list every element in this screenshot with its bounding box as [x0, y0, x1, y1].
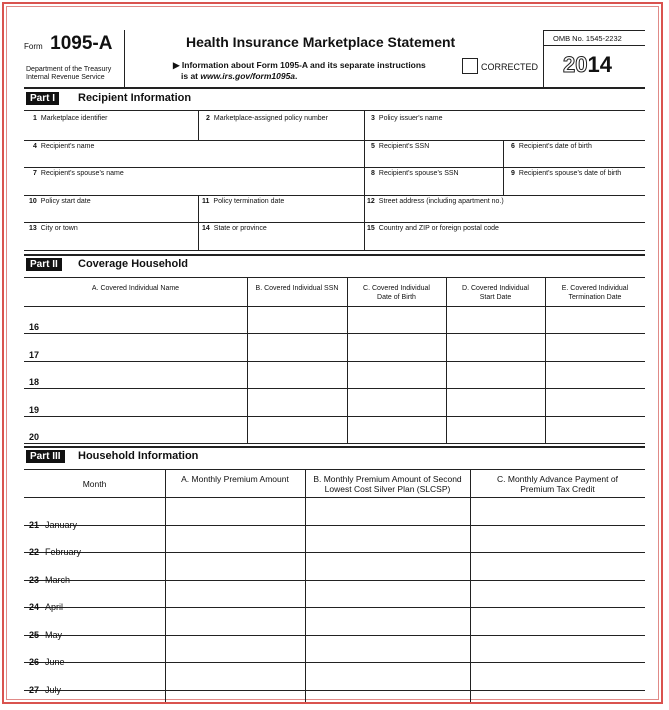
dept-line1: Department of the Treasury	[26, 66, 112, 73]
form-title: Health Insurance Marketplace Statement	[186, 34, 456, 50]
p3-col-month-header: Month	[82, 479, 107, 489]
field-11-label: 11 Policy termination date	[202, 198, 285, 205]
p3-col-line	[470, 469, 471, 702]
p1-col-line	[198, 110, 199, 140]
dept-line2: Internal Revenue Service	[26, 74, 105, 81]
field-3-label: 3 Policy issuer's name	[371, 115, 443, 122]
field-4-label: 4 Recipient's name	[33, 143, 95, 150]
p1-row-line	[24, 250, 645, 251]
p2-row-17: 17	[29, 350, 40, 360]
p2-col-c-header: C. Covered Individual Date of Birth	[363, 285, 430, 301]
info-line2-suffix: .	[295, 71, 298, 81]
field-13-label: 13 City or town	[29, 225, 78, 232]
p1-row-line	[24, 195, 645, 196]
field-9-label: 9 Recipient's spouse's date of birth	[511, 170, 622, 177]
p2-row-line	[24, 306, 645, 307]
corrected-label: CORRECTED	[481, 62, 539, 72]
year-bold: 14	[587, 52, 612, 77]
p2-row-19: 19	[29, 405, 40, 415]
p2-col-a-header: A. Covered Individual Name	[91, 285, 180, 292]
p3-row-line	[24, 662, 645, 663]
part1-rule	[24, 110, 645, 111]
corrected-checkbox[interactable]	[462, 58, 478, 74]
field-15-label: 15 Country and ZIP or foreign postal code	[367, 225, 499, 232]
p3-row-25: 25 May	[29, 630, 63, 640]
part2-badge: Part II	[26, 258, 62, 271]
p2-row-line	[24, 443, 645, 444]
p3-col-b-header: B. Monthly Premium Amount of Second Lowest Cost Silver Plan (SLCSP)	[313, 474, 462, 494]
p1-col-line	[503, 140, 504, 195]
p3-row-26: 26 June	[29, 657, 65, 667]
p3-row-line	[24, 635, 645, 636]
p3-row-line	[24, 580, 645, 581]
omb-divider	[543, 45, 645, 46]
form-id	[24, 33, 112, 55]
info-line2-prefix: is at	[181, 71, 199, 81]
p3-row-line	[24, 690, 645, 691]
p2-col-e-header: E. Covered Individual Termination Date	[561, 285, 629, 301]
p2-col-line	[247, 277, 248, 443]
p3-row-line	[24, 525, 645, 526]
p3-col-a-header: A. Monthly Premium Amount	[181, 474, 289, 484]
header-bottom-rule	[24, 87, 645, 89]
tax-year	[563, 52, 612, 78]
part1-title: Recipient Information	[78, 92, 192, 104]
p2-row-20: 20	[29, 432, 40, 442]
p1-row-line	[24, 167, 645, 168]
p3-row-line	[24, 552, 645, 553]
field-5-label: 5 Recipient's SSN	[371, 143, 430, 150]
info-line1: Information about Form 1095-A and its separate instructions	[181, 60, 426, 70]
p3-col-line	[165, 469, 166, 702]
field-10-label: 10 Policy start date	[29, 198, 91, 205]
p3-row-24: 24 April	[29, 602, 64, 612]
field-7-label: 7 Recipient's spouse's name	[33, 170, 124, 177]
field-6-label: 6 Recipient's date of birth	[511, 143, 592, 150]
info-text	[173, 60, 426, 82]
field-12-label: 12 Street address (including apartment no.)	[367, 198, 504, 205]
department	[26, 66, 111, 82]
p2-row-line	[24, 361, 645, 362]
p1-col-line	[364, 110, 365, 250]
p2-col-d-header: D. Covered Individual Start Date	[462, 285, 529, 301]
p3-col-line	[305, 469, 306, 702]
p3-row-line	[24, 497, 645, 498]
part3-top-rule	[24, 446, 645, 448]
year-outline: 20	[563, 52, 588, 77]
p3-row-27: 27 July	[29, 685, 62, 695]
field-14-label: 14 State or province	[202, 225, 267, 232]
p2-row-line	[24, 416, 645, 417]
field-1-label: 1 Marketplace identifier	[33, 115, 108, 122]
p3-col-c-header: C. Monthly Advance Payment of Premium Tax Credit	[497, 474, 618, 494]
form-number: 1095-A	[50, 33, 113, 54]
field-2-label: 2 Marketplace-assigned policy number	[206, 115, 328, 122]
form-prefix: Form	[24, 42, 43, 51]
p3-row-line	[24, 607, 645, 608]
p3-row-22: 22 February	[29, 547, 82, 557]
p3-row-23: 23 March	[29, 575, 71, 585]
omb-number: OMB No. 1545-2232	[553, 34, 622, 43]
info-url[interactable]: www.irs.gov/form1095a	[200, 71, 296, 81]
part2-top-rule	[24, 254, 645, 256]
p2-row-line	[24, 333, 645, 334]
part2-title: Coverage Household	[78, 258, 189, 270]
p3-row-21: 21 January	[29, 520, 78, 530]
p1-col-line	[198, 195, 199, 250]
p2-row-18: 18	[29, 377, 40, 387]
part3-badge: Part III	[26, 450, 65, 463]
p2-col-b-header: B. Covered Individual SSN	[255, 285, 339, 292]
part3-title: Household Information	[78, 450, 199, 462]
p1-row-line	[24, 222, 645, 223]
p1-row-line	[24, 140, 645, 141]
info-arrow: ▶	[173, 60, 180, 70]
header-divider-left	[124, 30, 125, 87]
part1-badge: Part I	[26, 92, 59, 105]
p2-row-line	[24, 388, 645, 389]
part2-rule	[24, 277, 645, 278]
p2-row-16: 16	[29, 322, 40, 332]
part3-rule	[24, 469, 645, 470]
field-8-label: 8 Recipient's spouse's SSN	[371, 170, 459, 177]
header-divider-right	[543, 30, 544, 87]
omb-top-border	[543, 30, 645, 31]
